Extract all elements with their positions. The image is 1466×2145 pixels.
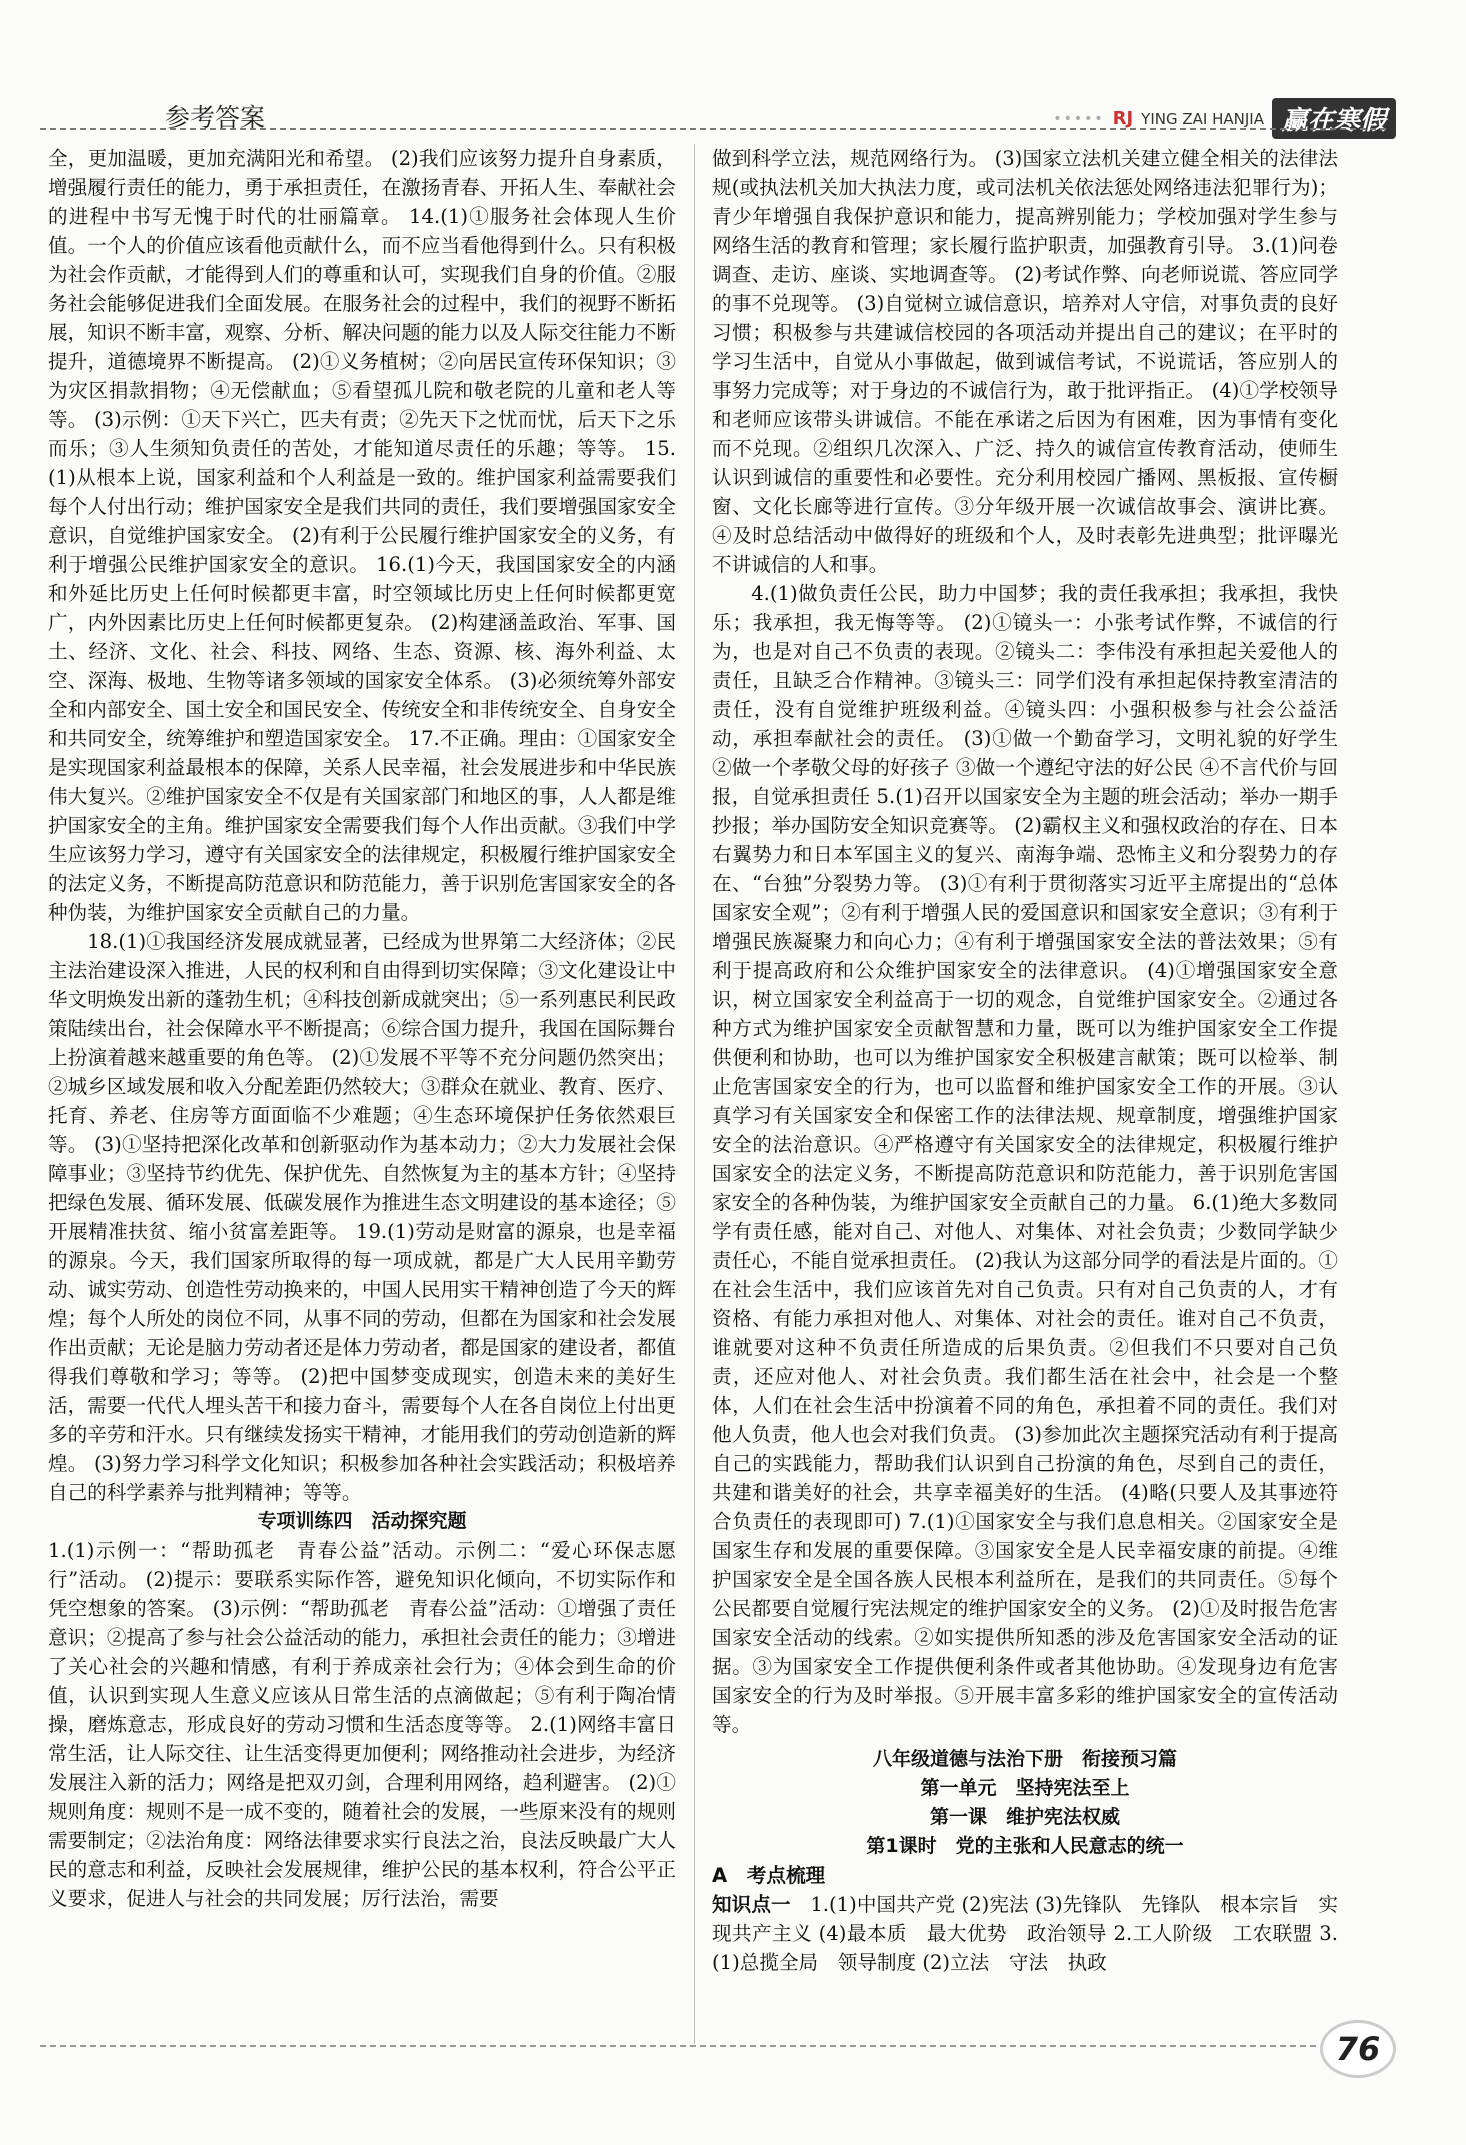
- unit-heading: 第一单元 坚持宪法至上: [920, 1777, 1130, 1799]
- edition-code: RJ: [1112, 108, 1134, 129]
- period-heading: 第1课时 党的主张和人民意志的统一: [866, 1835, 1184, 1857]
- brand-pinyin: YING ZAI HANJIA: [1141, 109, 1264, 128]
- page-header-title: 参考答案: [165, 103, 266, 132]
- right-paragraph: 做到科学立法，规范网络行为。 (3)国家立法机关建立健全相关的法律法规(或执法机关加大执法力度，或司法机关依法惩处网络违法犯罪行为)；青少年增强自我保护意识和能力，提高辨别能力；学校加强对学生参与网络生活的教育和管理；家长履行监护职责，加强教育引导。 3.(1)问卷调查、走访、座谈、实地调查等。 (2)考试作弊、向老师说谎、答应同学的事不兑现等。 (3)自觉树立诚信意识，培养对人守信，对事负责的良好习惯；积极参与共建诚信校园的各项活动并提出自己的建议；在平时的学习生活中，自觉从小事做起，做到诚信考试，不说谎话，答应别人的事努力完成等；对于身边的不诚信行为，敢于批评指正。 (4)①学校领导和老师应该带头讲诚信。不能在承诺之后因为有困难，因为事情有变化而不兑现。②组织几次深入、广泛、持久的诚信宣传教育活动，使师生认识到诚信的重要性和必要性。充分利用校园广播网、黑板报、宣传橱窗、文化长廊等进行宣传。③分年级开展一次诚信故事会、演讲比赛。④及时总结活动中做得好的班级和个人，及时表彰先进典型；批评曝光不讲诚信的人和事。: [712, 147, 1338, 576]
- knowledge-point-label: 知识点一: [712, 1893, 791, 1916]
- right-paragraph: 4.(1)做负责任公民，助力中国梦；我的责任我承担；我承担，我快乐；我承担，我无悔等等。 (2)①镜头一：小张考试作弊，不诚信的行为，也是对自己不负责的表现。②镜头二：李伟没有承担起关爱他人的责任，且缺乏合作精神。③镜头三：同学们没有承担起保持教室清洁的责任，没有自觉维护班级利益。④镜头四：小强积极参与社会公益活动，承担奉献社会的责任。 (3)①做一个勤奋学习，文明礼貌的好学生 ②做一个孝敬父母的好孩子 ③做一个遵纪守法的好公民 ④不言代价与回报，自觉承担责任 5.(1)召开以国家安全为主题的班会活动；举办一期手抄报；举办国防安全知识竞赛等。 (2)霸权主义和强权政治的存在、日本右翼势力和日本军国主义的复兴、南海争端、恐怖主义和分裂势力的存在、“台独”分裂势力等。 (3)①有利于贯彻落实习近平主席提出的“总体国家安全观”；②有利于增强人民的爱国意识和国家安全意识；③有利于增强民族凝聚力和向心力；④有利于增强国家安全法的普法效果；⑤有利于提高政府和公众维护国家安全的法律意识。 (4)①增强国家安全意识，树立国家安全利益高于一切的观念，自觉维护国家安全。②通过各种方式为维护国家安全贡献智慧和力量，既可以为维护国家安全工作提供便利和协助，也可以为维护国家安全积极建言献策；既可以检举、制止危害国家安全的行为，也可以监督和维护国家安全工作的开展。③认真学习有关国家安全和保密工作的法律法规、规章制度，增强维护国家安全的法治意识。④严格遵守有关国家安全的法律规定，积极履行维护国家安全的法定义务，不断提高防范意识和防范能力，善于识别危害国家安全的各种伪装，为维护国家安全贡献自己的力量。 6.(1)绝大多数同学有责任感，能对自己、对他人、对集体、对社会负责；少数同学缺少责任心，不能自觉承担责任。 (2)我认为这部分同学的看法是片面的。①在社会生活中，我们应该首先对自己负责。只有对自己负责的人，才有资格、有能力承担对他人、对集体、对社会的责任。谁对自己不负责，谁就要对这种不负责任所造成的后果负责。②但我们不只要对自己负责，还应对他人、对社会负责。我们都生活在社会中，社会是一个整体，人们在社会生活中扮演着不同的角色，承担着不同的责任。我们对他人负责，他人也会对我们负责。 (3)参加此次主题探究活动有利于提高自己的实践能力，帮助我们认识到自己扮演的角色，尽到自己的责任，共建和谐美好的社会，共享幸福美好的生活。 (4)略(只要人及其事迹符合负责任的表现即可) 7.(1)①国家安全与我们息息相关。②国家安全是国家生存和发展的重要保障。③国家安全是人民幸福安康的前提。④维护国家安全是全国各族人民根本利益所在，是我们的共同责任。⑤每个公民都要自觉履行宪法规定的维护国家安全的义务。 (2)①及时报告危害国家安全活动的线索。②如实提供所知悉的涉及危害国家安全活动的证据。③为国家安全工作提供便利条件或者其他协助。④发现身边有危害国家安全的行为及时举报。⑤开展丰富多彩的维护国家安全的宣传活动等。: [712, 582, 1338, 1736]
- knowledge-point-text: 1.(1)中国共产党 (2)宪法 (3)先锋队 先锋队 根本宗旨 实现共产主义 (4)最本质 最大优势 政治领导 2.工人阶级 工农联盟 3.(1)总揽全局 领导制度 (2)立法 守法 执政: [712, 1893, 1339, 1974]
- knowledge-point: [712, 1890, 1338, 1977]
- header-rule: [40, 128, 1386, 130]
- left-paragraph: 全，更加温暖，更加充满阳光和希望。 (2)我们应该努力提升自身素质，增强履行责任的能力，勇于承担责任，在激扬青春、开拓人生、奉献社会的进程中书写无愧于时代的壮丽篇章。 14.(1)①服务社会体现人生价值。一个人的价值应该看他贡献什么，而不应当看他得到什么。只有积极为社会作贡献，才能得到人们的尊重和认可，实现我们自身的价值。②服务社会能够促进我们全面发展。在服务社会的过程中，我们的视野不断拓展，知识不断丰富，观察、分析、解决问题的能力以及人际交往能力不断提升，道德境界不断提高。 (2)①义务植树；②向居民宣传环保知识；③为灾区捐款捐物；④无偿献血；⑤看望孤儿院和敬老院的儿童和老人等等。 (3)示例：①天下兴亡，匹夫有责；②先天下之忧而忧，后天下之乐而乐；③人生须知负责任的苦处，才能知道尽责任的乐趣；等等。 15.(1)从根本上说，国家利益和个人利益是一致的。维护国家利益需要我们每个人付出行动；维护国家安全是我们共同的责任，我们要增强国家安全意识，自觉维护国家安全。 (2)有利于公民履行维护国家安全的义务，有利于增强公民维护国家安全的意识。 16.(1)今天，我国国家安全的内涵和外延比历史上任何时候都更丰富，时空领域比历史上任何时候都更宽广，内外因素比历史上任何时候都更复杂。 (2)构建涵盖政治、军事、国土、经济、文化、社会、科技、网络、生态、资源、核、海外利益、太空、深海、极地、生物等诸多领域的国家安全体系。 (3)必须统筹外部安全和内部安全、国土安全和国民安全、传统安全和非传统安全、自身安全和共同安全，统筹维护和塑造国家安全。 17.不正确。理由：①国家安全是实现国家利益最根本的保障，关系人民幸福，社会发展进步和中华民族伟大复兴。②维护国家安全不仅是有关国家部门和地区的事，人人都是维护国家安全的主角。维护国家安全需要我们每个人作出贡献。③我们中学生应该努力学习，遵守有关国家安全的法律规定，积极履行维护国家安全的法定义务，不断提高防范意识和防范能力，善于识别危害国家安全的各种伪装，为维护国家安全贡献自己的力量。: [48, 147, 676, 924]
- header-dots: •••••: [1053, 110, 1105, 127]
- header-brand: [1053, 98, 1396, 139]
- left-column: [48, 144, 676, 1913]
- left-section-title: 专项训练四 活动探究题: [257, 1510, 467, 1532]
- left-section-body: 1.(1)示例一：“帮助孤老 青春公益”活动。示例二：“爱心环保志愿行”活动。 (2)提示：要联系实际作答，避免知识化倾向，不切实际作和凭空想象的答案。 (3)示例：“帮助孤老 青春公益”活动：①增强了责任意识；②提高了参与社会公益活动的能力，承担社会责任的能力；③增进了关心社会的兴趣和情感，有利于养成亲社会行为；④体会到生命的价值，认识到实现人生意义应该从日常生活的点滴做起；⑤有利于陶冶情操，磨炼意志，形成良好的劳动习惯和生活态度等等。 2.(1)网络丰富日常生活，让人际交往、让生活变得更加便利；网络推动社会进步，为经济发展注入新的活力；网络是把双刃剑，合理利用网络，趋利避害。 (2)①规则角度：规则不是一成不变的，随着社会的发展，一些原来没有的规则需要制定；②法治角度：网络法律要求实行良法之治，良法反映最广大人民的意志和利益，反映社会发展规律，维护公民的基本权利，符合公平正义要求，促进人与社会的共同发展；厉行法治，需要: [48, 1539, 676, 1910]
- footer-rule: [40, 2045, 1316, 2047]
- section-a-heading: A 考点梳理: [712, 1864, 826, 1887]
- right-column: [712, 144, 1338, 1977]
- book-heading: 八年级道德与法治下册 衔接预习篇: [872, 1748, 1177, 1770]
- left-paragraph: 18.(1)①我国经济发展成就显著，已经成为世界第二大经济体；②民主法治建设深入推进，人民的权利和自由得到切实保障；③文化建设让中华文明焕发出新的蓬勃生机；④科技创新成就突出；⑤一系列惠民利民政策陆续出台，社会保障水平不断提高；⑥综合国力提升，我国在国际舞台上扮演着越来越重要的角色等。 (2)①发展不平等不充分问题仍然突出；②城乡区域发展和收入分配差距仍然较大；③群众在就业、教育、医疗、托育、养老、住房等方面面临不少难题；④生态环境保护任务依然艰巨等。 (3)①坚持把深化改革和创新驱动作为基本动力；②大力发展社会保障事业；③坚持节约优先、保护优先、自然恢复为主的基本方针；④坚持把绿色发展、循环发展、低碳发展作为推进生态文明建设的基本途径；⑤开展精准扶贫、缩小贫富差距等。 19.(1)劳动是财富的源泉，也是幸福的源泉。今天，我们国家所取得的每一项成就，都是广大人民用辛勤劳动、诚实劳动、创造性劳动换来的，中国人民用实干精神创造了今天的辉煌；每个人所处的岗位不同，从事不同的劳动，但都在为国家和社会发展作出贡献；无论是脑力劳动者还是体力劳动者，都是国家的建设者，都值得我们尊敬和学习；等等。 (2)把中国梦变成现实，创造未来的美好生活，需要一代代人埋头苦干和接力奋斗，需要每个人在各自岗位上付出更多的辛劳和汗水。只有继续发扬实干精神，才能用我们的劳动创造新的辉煌。 (3)努力学习科学文化知识；积极参加各种社会实践活动；积极培养自己的科学素养与批判精神；等等。: [48, 930, 676, 1504]
- page-number: 76: [1320, 2020, 1396, 2078]
- lesson-heading: 第一课 维护宪法权威: [929, 1806, 1120, 1828]
- brand-logo: 赢在寒假: [1272, 98, 1396, 139]
- column-divider: [694, 144, 695, 2044]
